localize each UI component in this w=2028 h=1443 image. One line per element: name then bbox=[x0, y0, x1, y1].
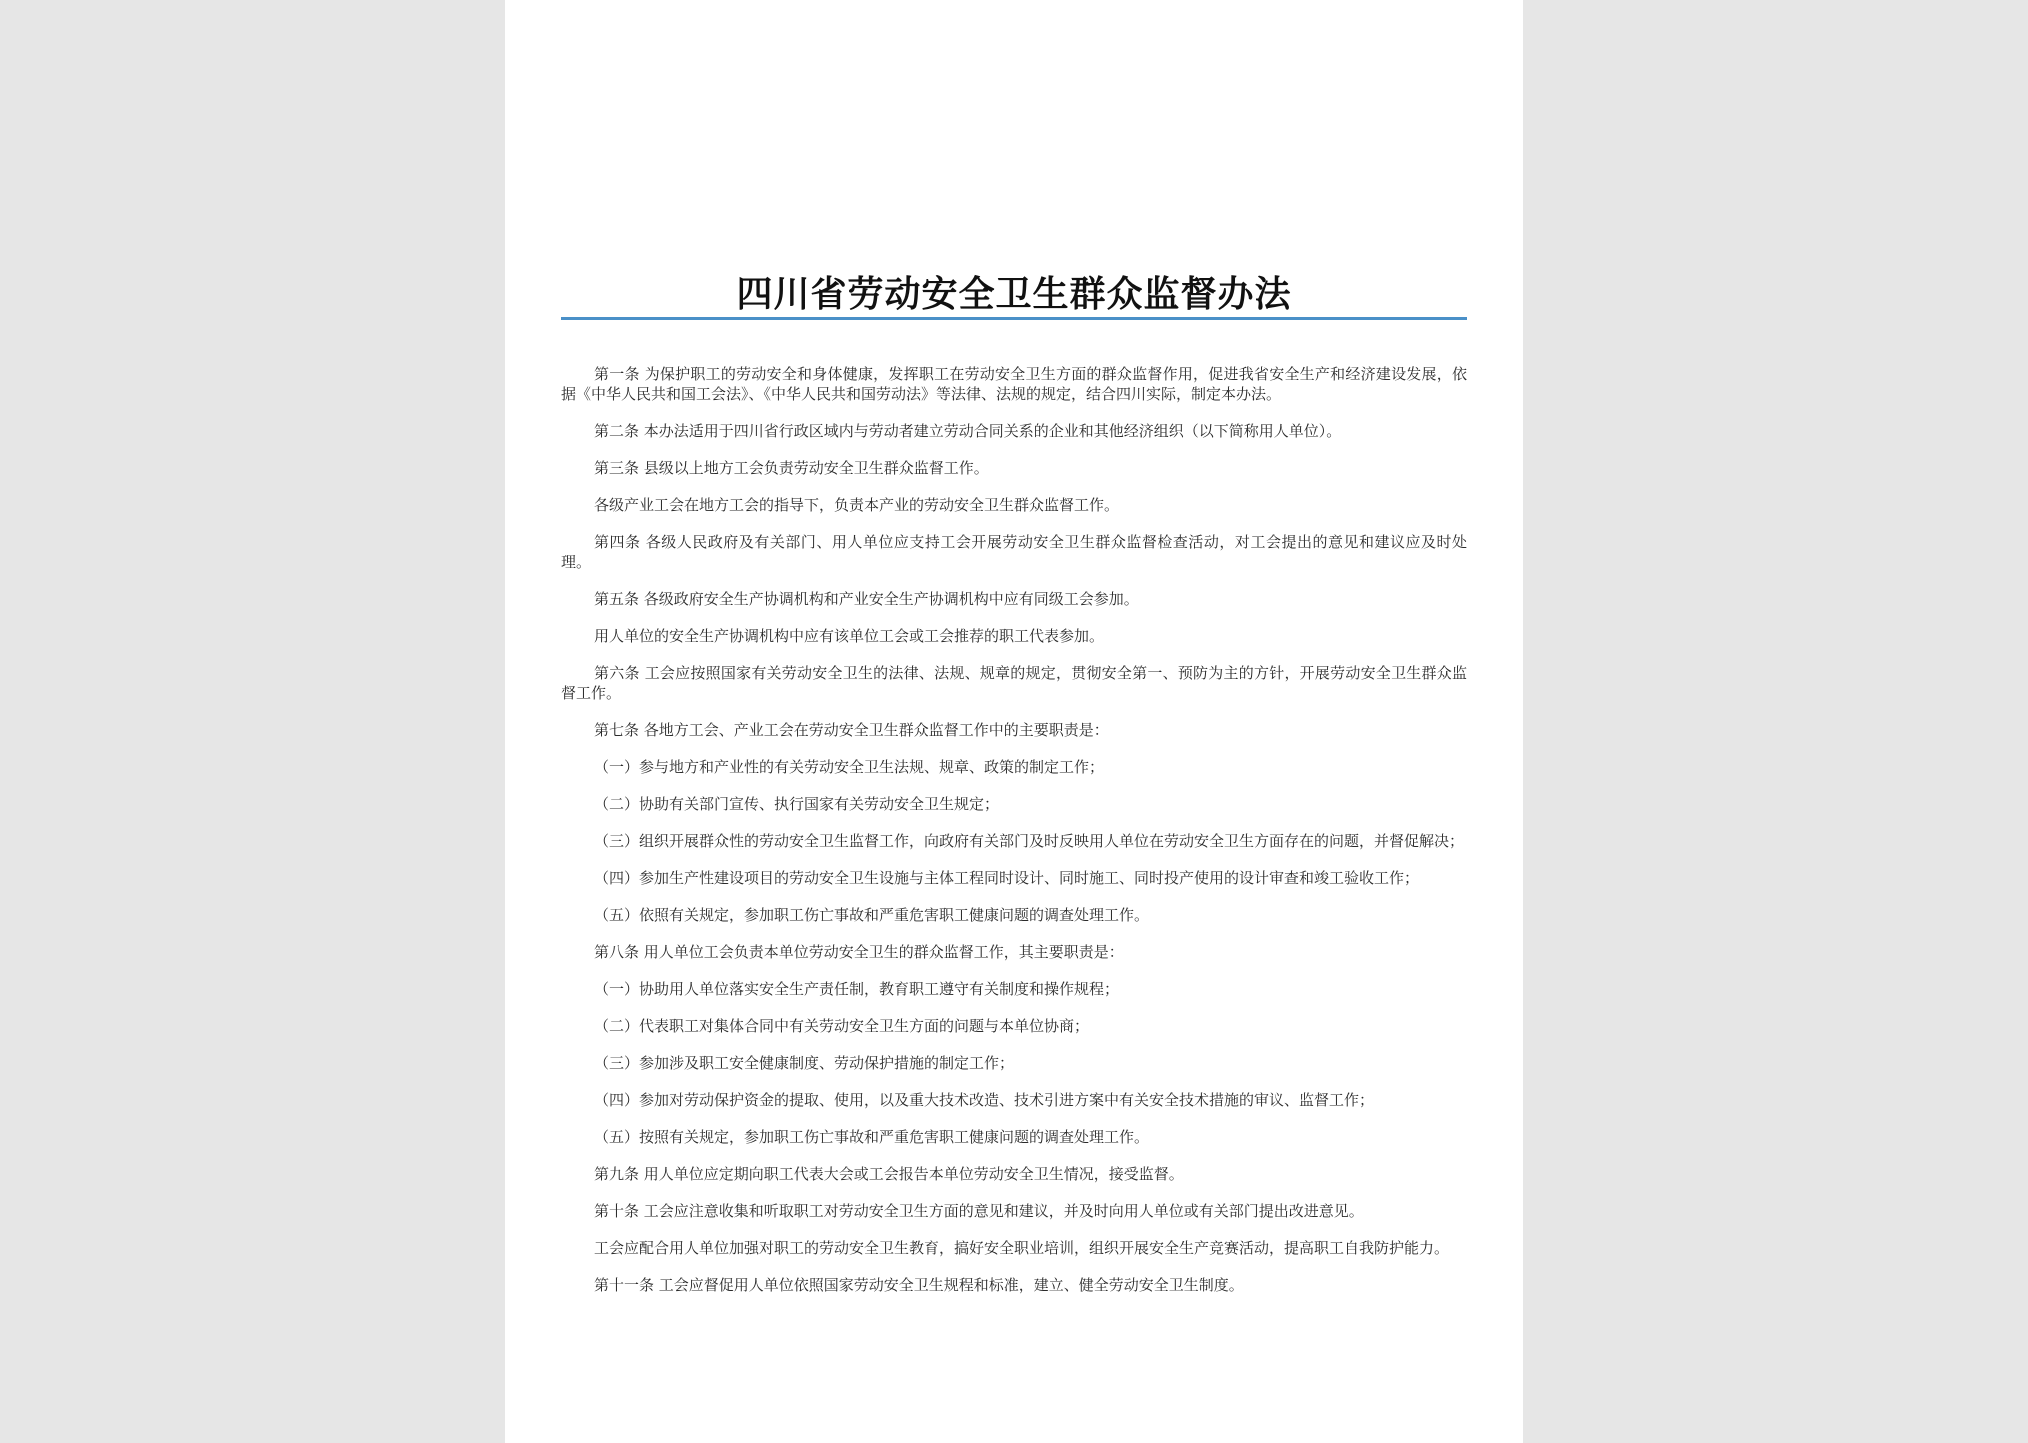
article-7-item-3: （三）组织开展群众性的劳动安全卫生监督工作，向政府有关部门及时反映用人单位在劳动安全卫生方面存在的问题，并督促解决； bbox=[594, 832, 1465, 850]
article-2: 第二条 本办法适用于四川省行政区域内与劳动者建立劳动合同关系的企业和其他经济组织（以下简称用人单位）。 bbox=[594, 422, 1342, 440]
article-7-item-1: （一）参与地方和产业性的有关劳动安全卫生法规、规章、政策的制定工作； bbox=[594, 758, 1105, 776]
article-10: 第十条 工会应注意收集和听取职工对劳动安全卫生方面的意见和建议，并及时向用人单位或有关部门提出改进意见。 bbox=[594, 1202, 1364, 1220]
article-3: 第三条 县级以上地方工会负责劳动安全卫生群众监督工作。 bbox=[594, 459, 989, 477]
article-8-item-3: （三）参加涉及职工安全健康制度、劳动保护措施的制定工作； bbox=[594, 1054, 1015, 1072]
article-7-item-5: （五）依照有关规定，参加职工伤亡事故和严重危害职工健康问题的调查处理工作。 bbox=[594, 906, 1150, 924]
title-divider bbox=[561, 317, 1467, 320]
article-9: 第九条 用人单位应定期向职工代表大会或工会报告本单位劳动安全卫生情况，接受监督。 bbox=[594, 1165, 1184, 1183]
article-3-paragraph-2: 各级产业工会在地方工会的指导下，负责本产业的劳动安全卫生群众监督工作。 bbox=[594, 496, 1120, 514]
document-page bbox=[505, 0, 1523, 1443]
article-5: 第五条 各级政府安全生产协调机构和产业安全生产协调机构中应有同级工会参加。 bbox=[594, 590, 1139, 608]
document-title: 四川省劳动安全卫生群众监督办法 bbox=[736, 274, 1292, 315]
article-5-paragraph-2: 用人单位的安全生产协调机构中应有该单位工会或工会推荐的职工代表参加。 bbox=[594, 627, 1105, 645]
article-6: 第六条 工会应按照国家有关劳动安全卫生的法律、法规、规章的规定，贯彻安全第一、预防为主的方针，开展劳动安全卫生群众监督工作。 bbox=[561, 664, 1467, 702]
article-10-paragraph-2: 工会应配合用人单位加强对职工的劳动安全卫生教育，搞好安全职业培训，组织开展安全生产竞赛活动，提高职工自我防护能力。 bbox=[594, 1239, 1450, 1257]
article-8-item-1: （一）协助用人单位落实安全生产责任制，教育职工遵守有关制度和操作规程； bbox=[594, 980, 1120, 998]
article-11: 第十一条 工会应督促用人单位依照国家劳动安全卫生规程和标准，建立、健全劳动安全卫生制度。 bbox=[594, 1276, 1244, 1294]
article-7: 第七条 各地方工会、产业工会在劳动安全卫生群众监督工作中的主要职责是： bbox=[594, 721, 1109, 739]
article-7-item-4: （四）参加生产性建设项目的劳动安全卫生设施与主体工程同时设计、同时施工、同时投产使用的设计审查和竣工验收工作； bbox=[594, 869, 1420, 887]
article-7-item-2: （二）协助有关部门宣传、执行国家有关劳动安全卫生规定； bbox=[594, 795, 1000, 813]
article-8: 第八条 用人单位工会负责本单位劳动安全卫生的群众监督工作，其主要职责是： bbox=[594, 943, 1124, 961]
document-body bbox=[561, 364, 1467, 1312]
article-1: 第一条 为保护职工的劳动安全和身体健康，发挥职工在劳动安全卫生方面的群众监督作用，促进我省安全生产和经济建设发展，依据《中华人民共和国工会法》、《中华人民共和国劳动法》等法律、法规的规定，结合四川实际，制定本办法。 bbox=[561, 365, 1467, 403]
article-8-item-5: （五）按照有关规定，参加职工伤亡事故和严重危害职工健康问题的调查处理工作。 bbox=[594, 1128, 1150, 1146]
article-8-item-4: （四）参加对劳动保护资金的提取、使用，以及重大技术改造、技术引进方案中有关安全技术措施的审议、监督工作； bbox=[594, 1091, 1375, 1109]
article-4: 第四条 各级人民政府及有关部门、用人单位应支持工会开展劳动安全卫生群众监督检查活动，对工会提出的意见和建议应及时处理。 bbox=[561, 533, 1467, 571]
article-8-item-2: （二）代表职工对集体合同中有关劳动安全卫生方面的问题与本单位协商； bbox=[594, 1017, 1090, 1035]
